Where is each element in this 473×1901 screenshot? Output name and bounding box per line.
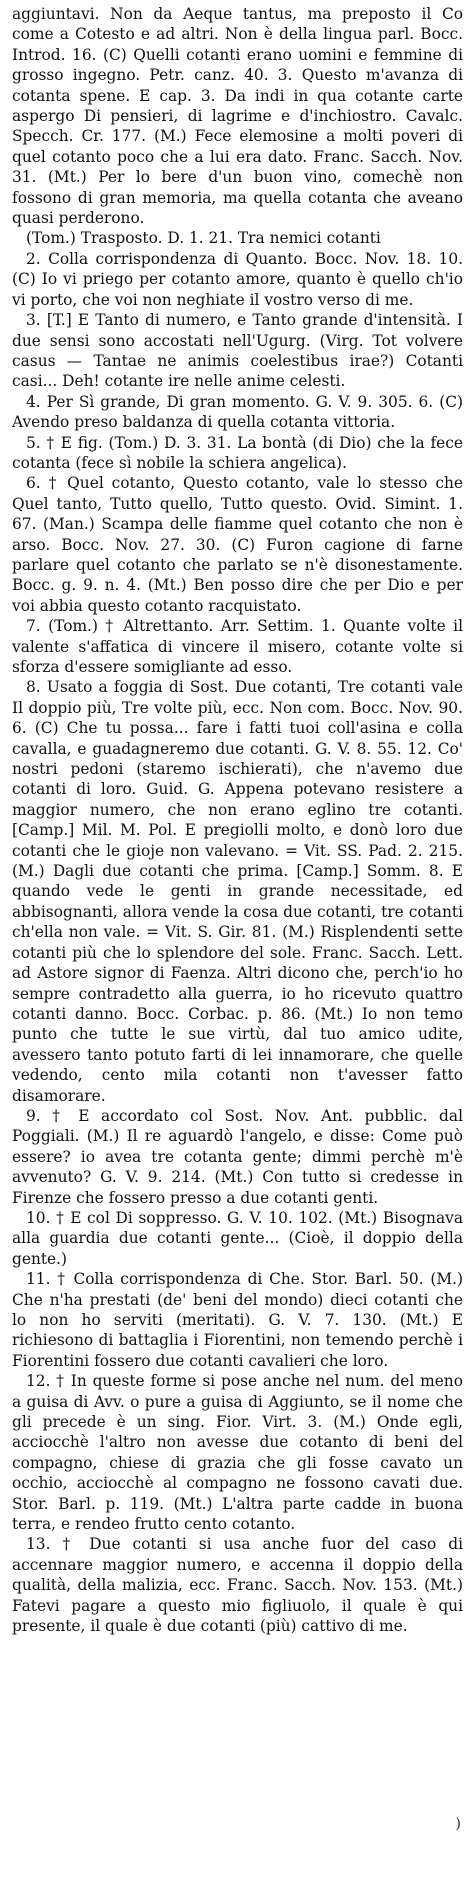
entry-13-due-cotanti: 13. † Due cotanti si usa anche fuor del caso di accennare maggior numero, e accenna il doppio della qualità, della malizia, ecc. Franc. Sacch. Nov. 153. (Mt.) Fatevi pagare a questo mio figliuolo, il quale è qui presente, il quale è due cotanti (più) cattivo di me. bbox=[12, 1535, 463, 1636]
margin-mark: ) bbox=[455, 1816, 461, 1832]
entry-4-si-grande: 4. Per Sì grande, Di gran momento. G. V. 9. 305. 6. (C) Avendo preso baldanza di quella cotanta vittoria. bbox=[12, 392, 463, 432]
entry-2-quanto: 2. Colla corrispondenza di Quanto. Bocc. Nov. 18. 10. (C) Io vi priego per cotanto amore, quanto è quello ch'io vi porto, che voi non neghiate il vostro verso di me. bbox=[12, 249, 463, 309]
entry-7-altrettanto: 7. (Tom.) † Altrettanto. Arr. Settim. 1. Quante volte il valente s'affatica di vincere il misero, cotante volte si sforza d'essere somigliante ad esso. bbox=[12, 617, 463, 676]
entry-5-fig: 5. † E fig. (Tom.) D. 3. 31. La bontà (di Dio) che la fece cotanta (fece sì nobile la schiera angelica). bbox=[12, 433, 463, 472]
entry-continuation: aggiuntavi. Non da Aeque tantus, ma preposto il Co come a Cotesto e ad altri. Non è della lingua parl. Bocc. Introd. 16. (C) Quelli cotanti erano uomini e femmine di grosso ingegno. Petr. canz. 40. 3. Questo m'avanza di cotanta spene. E cap. 3. Da indi in qua cotante carte aspergo Di pensieri, di lagrime e d'inchiostro. Cavalc. Specch. Cr. 177. (M.) Fece elemosine a molti poveri di quel cotanto poco che a lui era dato. Franc. Sacch. Nov. 31. (Mt.) Per lo bere d'un buon vino, comechè non fossono di gran memoria, ma quella cotanta che aveano quasi perderono. bbox=[12, 5, 463, 228]
entry-8-sost: 8. Usato a foggia di Sost. Due cotanti, Tre cotanti vale Il doppio più, Tre volte più, ecc. Non com. Bocc. Nov. 90. 6. (C) Che tu possa... fare i fatti tuoi coll'asina e colla cavalla, e guadagneremo due cotanti. G. V. 8. 55. 12. Co' nostri pedoni (staremo ischierati), che n'avemo due cotanti di loro. Guid. G. Appena potevano resistere a maggior numero, che non erano eglino tre cotanti. [Camp.] Mil. M. Pol. E pregiolli molto, e donò loro due cotanti che le gioje non valevano. = Vit. SS. Pad. 2. 215. (M.) Dagli due cotanti che prima. [Camp.] Somm. 8. E quando vede le genti in grande necessitade, ed abbisognanti, allora vende la cosa due cotanti, tre cotanti ch'ella non vale. = Vit. S. Gir. 81. (M.) Risplendenti sette cotanti più che lo splendore del sole. Franc. Sacch. Lett. ad Astore signor di Faenza. Altri dicono che, perch'io ho sempre contradetto alla guerra, io ho ricevuto quattro cotanti danno. Bocc. Corbac. p. 86. (Mt.) Io non temo punto che tutte le sue virtù, dal tuo amico udite, avessero tanto potuto farti di lei innamorare, che quelle vedendo, cento mila cotanti non t'avesser fatto disamorare. bbox=[12, 678, 463, 1105]
entry-3-tanto: 3. [T.] E Tanto di numero, e Tanto grande d'intensità. I due sensi sono accostati nell'Ugurg. (Virg. Tot volvere casus — Tantae ne animis coelestibus irae?) Cotanti casi... Deh! cotante ire nelle anime celesti. bbox=[12, 311, 463, 391]
entry-9-accordato: 9. † E accordato col Sost. Nov. Ant. pubblic. dal Poggiali. (M.) Il re aguardò l'angelo, e disse: Come può essere? io avea tre cotanta gente; dimmi perchè m'è avvenuto? G. V. 9. 214. (Mt.) Con tutto si credesse in Firenze che fossero presso a due cotanti genti. bbox=[12, 1106, 463, 1207]
entry-transposto: (Tom.) Trasposto. D. 1. 21. Tra nemici cotanti bbox=[26, 229, 381, 248]
entry-12-forme: 12. † In queste forme si pose anche nel num. del meno a guisa di Avv. o pure a guisa di Aggiunto, se il nome che gli precede è un sing. Fior. Virt. 3. (M.) Onde egli, acciocchè l'altro non avesse due cotanto di beni del compagno, chiese di grazia che gli fosse cavato un occhio, acciocchè al compagno ne fossono cavati due. Stor. Barl. p. 119. (Mt.) L'altra parte cadde in buona terra, e rendeo frutto cento cotanto. bbox=[12, 1372, 463, 1534]
entry-11-che: 11. † Colla corrispondenza di Che. Stor. Barl. 50. (M.) Che n'ha prestati (de' beni del mondo) dieci cotanti che lo non ho serviti (meritati). G. V. 7. 130. (Mt.) E richiesono di battaglia i Fiorentini, non temendo perchè i Fiorentini fossero due cotanti cavalieri che loro. bbox=[12, 1270, 463, 1370]
entry-10-di-soppresso: 10. † E col Di soppresso. G. V. 10. 102. (Mt.) Bisognava alla guardia due cotanti gente... (Cioè, il doppio della gente.) bbox=[12, 1208, 463, 1268]
entry-6-quel-cotanto: 6. † Quel cotanto, Questo cotanto, vale lo stesso che Quel tanto, Tutto quello, Tutto questo. Ovid. Simint. 1. 67. (Man.) Scampa delle fiamme quel cotanto che non è arso. Bocc. Nov. 27. 30. (C) Furon cagione di farne parlare quel cotanto che parlato se n'è disonestamente. Bocc. g. 9. n. 4. (Mt.) Ben posso dire che per Dio e per voi abbia questo cotanto racquistato. bbox=[12, 474, 463, 615]
